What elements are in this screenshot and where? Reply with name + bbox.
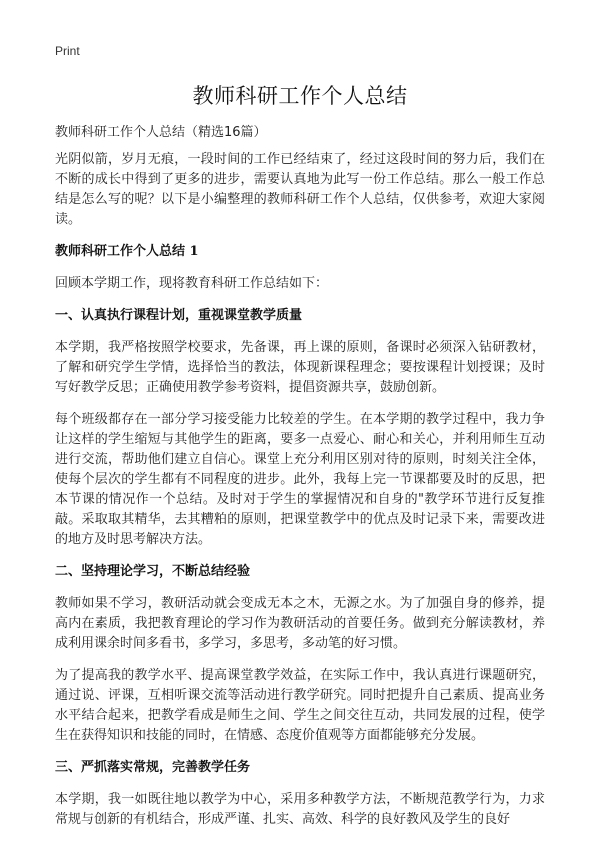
part2-heading: 二、坚持理论学习，不断总结经验 [55, 564, 251, 579]
part3-heading: 三、严抓落实常规，完善教学任务 [55, 760, 251, 775]
part1-paragraph-2: 每个班级都存在一部分学习接受能力比较差的学生。在本学期的教学过程中，我力争让这样的学生缩短与其他学生的距离，要多一点爱心、耐心和关心，并利用师生互动进行交流，帮助他们建立自信心。课堂上充分利用区别对待的原则，时刻关注全体，使每个层次的学生都有不同程度的进步。此外，我每上完一节课都要及时的反思，把本节课的情况作一个总结。及时对于学生的掌握情况和自身的"教学环节进行反复推敲。采取取其精华，去其糟粕的原则，把课堂教学中的优点及时记录下来，需要改进的地方及时思考解决方法。 [55, 412, 545, 547]
part3-paragraph-1: 本学期，我一如既往地以教学为中心，采用多种教学方法，不断规范教学行为，力求常规与创新的有机结合，形成严谨、扎实、高效、科学的良好教风及学生的良好 [55, 792, 545, 827]
document-title: 教师科研工作个人总结 [192, 84, 408, 108]
intro-paragraph: 光阴似箭，岁月无痕，一段时间的工作已经结束了，经过这段时间的努力后，我们在不断的成长中得到了更多的进步，需要认真地为此写一份工作总结。那么一般工作总结是怎么写的呢？以下是小编整理的教师科研工作个人总结，仅供参考，欢迎大家阅读。 [55, 152, 545, 227]
print-link[interactable]: Print [55, 44, 80, 58]
part1-paragraph-1: 本学期，我严格按照学校要求，先备课，再上课的原则，备课时必须深入钻研教材，了解和研究学生学情，选择恰当的教法，体现新课程理念；要按课程计划授课；及时写好教学反思；正确使用教学参考资料，提倡资源共享，鼓励创新。 [55, 340, 545, 395]
part2-paragraph-1: 教师如果不学习，教研活动就会变成无本之木，无源之水。为了加强自身的修养，提高内在素质，我把教育理论的学习作为教研活动的首要任务。做到充分解读教材，养成利用课余时间多看书，多学习，多思考，多动笔的好习惯。 [55, 596, 545, 651]
part1-heading: 一、认真执行课程计划，重视课堂教学质量 [55, 308, 303, 323]
section-lead-paragraph: 回顾本学期工作，现将教育科研工作总结如下： [55, 276, 329, 291]
document-subtitle: 教师科研工作个人总结（精选16篇） [55, 125, 267, 140]
document-body [55, 150, 545, 842]
part2-paragraph-2: 为了提高我的教学水平、提高课堂教学效益，在实际工作中，我认真进行课题研究，通过说、评课，互相听课交流等活动进行教学研究。同时把提升自己素质、提高业务水平结合起来，把教学看成是师生之间、学生之间交往互动，共同发展的过程，使学生在获得知识和技能的同时，在情感、态度价值观等方面都能够充分发展。 [55, 668, 545, 743]
section-heading: 教师科研工作个人总结 1 [55, 244, 199, 259]
